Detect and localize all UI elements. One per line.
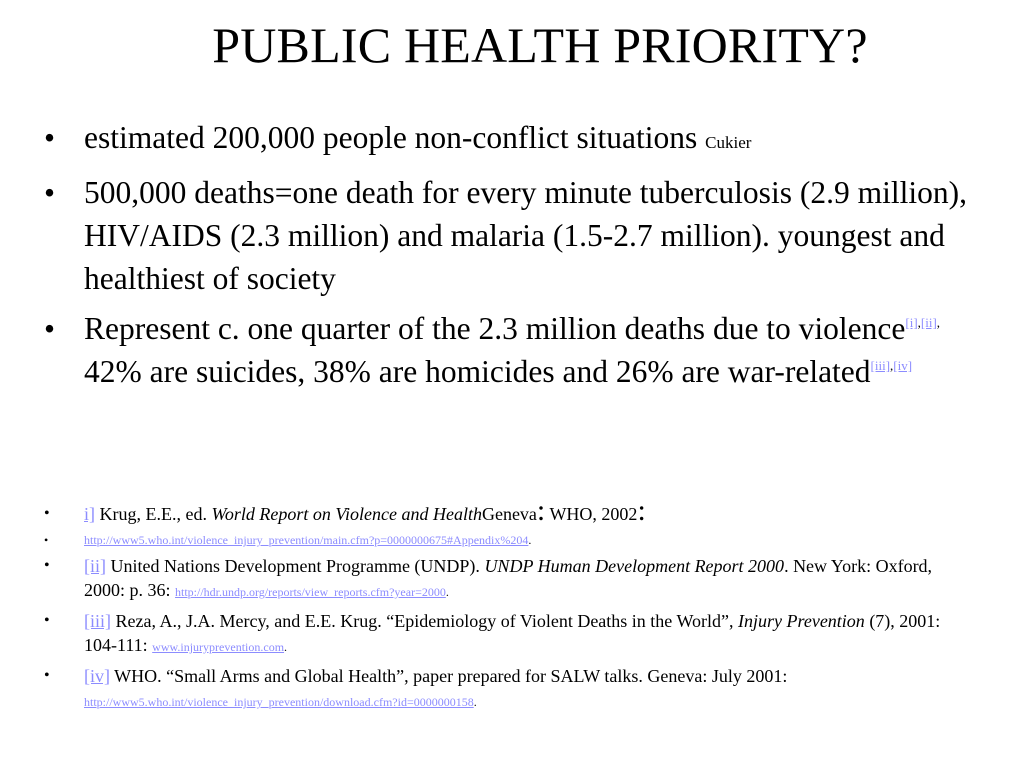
bullet-marker: • — [44, 612, 50, 629]
footnote-separator: , — [917, 315, 921, 330]
footnote-link-iv[interactable]: [iv] — [893, 358, 913, 373]
bullet-marker: • — [44, 533, 49, 547]
reference-colon: : — [637, 494, 646, 527]
reference-url-link[interactable]: http://hdr.undp.org/reports/view_reports.cfm?year=2000 — [175, 585, 446, 599]
reference-text: Reza, A., J.A. Mercy, and E.E. Krug. “Epidemiology of Violent Deaths in the World”, — [111, 611, 739, 631]
reference-item — [44, 531, 974, 549]
footnote-separator: , — [936, 315, 941, 330]
bullet-marker: • — [44, 667, 50, 684]
reference-text: Geneva — [481, 504, 537, 524]
reference-title: UNDP Human Development Report 2000 — [484, 556, 785, 576]
citation-source: Cukier — [705, 133, 752, 152]
bullet-text: estimated 200,000 people non-conflict situations — [84, 120, 706, 155]
reference-text: . — [473, 695, 477, 709]
reference-item — [44, 664, 974, 714]
bullet-text: Represent c. one quarter of the 2.3 million deaths due to violence — [84, 311, 906, 346]
slide-title: PUBLIC HEALTH PRIORITY? — [212, 17, 868, 73]
reference-title: World Report on Violence and Health — [211, 504, 482, 524]
reference-item — [44, 609, 974, 659]
footnote-separator: , — [890, 358, 894, 373]
reference-marker-link[interactable]: [iii] — [84, 611, 111, 631]
reference-text: . New York: Oxford, 2000: p. 36: — [84, 556, 933, 600]
bullet-marker: • — [44, 311, 56, 346]
bullet-text: 42% are suicides, 38% are homicides and 26% are war-related — [84, 354, 871, 389]
reference-url-link[interactable]: www.injuryprevention.com — [152, 640, 285, 654]
bullet-marker: • — [44, 557, 50, 574]
main-bullet-list — [44, 116, 1004, 400]
bullet-marker: • — [44, 175, 56, 210]
reference-text: United Nations Development Programme (UNDP). — [106, 556, 485, 576]
reference-colon: : — [536, 494, 546, 527]
reference-item — [44, 554, 974, 604]
footnote-link-i[interactable]: [i] — [905, 315, 918, 330]
bullet-marker: • — [44, 505, 50, 522]
bullet-marker: • — [44, 120, 56, 155]
reference-text: . — [284, 640, 288, 654]
reference-text: . — [528, 533, 532, 547]
reference-marker-link[interactable]: [ii] — [84, 556, 106, 576]
reference-text: Krug, E.E., ed. — [95, 504, 212, 524]
reference-text: . — [445, 585, 449, 599]
reference-text: WHO, 2002 — [545, 504, 638, 524]
bullet-item — [44, 307, 1004, 393]
reference-marker-link[interactable]: [iv] — [84, 666, 110, 686]
bullet-item — [44, 171, 1004, 300]
footnote-link-iii[interactable]: [iii] — [870, 358, 891, 373]
reference-title: Injury Prevention — [738, 611, 865, 631]
reference-marker-link[interactable]: i] — [84, 504, 95, 524]
reference-item — [44, 494, 974, 527]
reference-url-link[interactable]: http://www5.who.int/violence_injury_prevention/download.cfm?id=0000000158 — [84, 695, 474, 709]
reference-url-link[interactable]: http://www5.who.int/violence_injury_prevention/main.cfm?p=0000000675#Appendix%204 — [84, 533, 529, 547]
reference-text: (7), 2001: 104-111: — [84, 611, 941, 655]
bullet-text: 500,000 deaths=one death for every minute tuberculosis (2.9 million), HIV/AIDS (2.3 million) and malaria (1.5-2.7 million). youngest and healthiest of society — [84, 175, 967, 296]
bullet-item — [44, 116, 1004, 164]
reference-text: WHO. “Small Arms and Global Health”, paper prepared for SALW talks. Geneva: July 2001: — [110, 666, 788, 686]
footnote-link-ii[interactable]: [ii] — [920, 315, 937, 330]
reference-list — [44, 494, 974, 719]
